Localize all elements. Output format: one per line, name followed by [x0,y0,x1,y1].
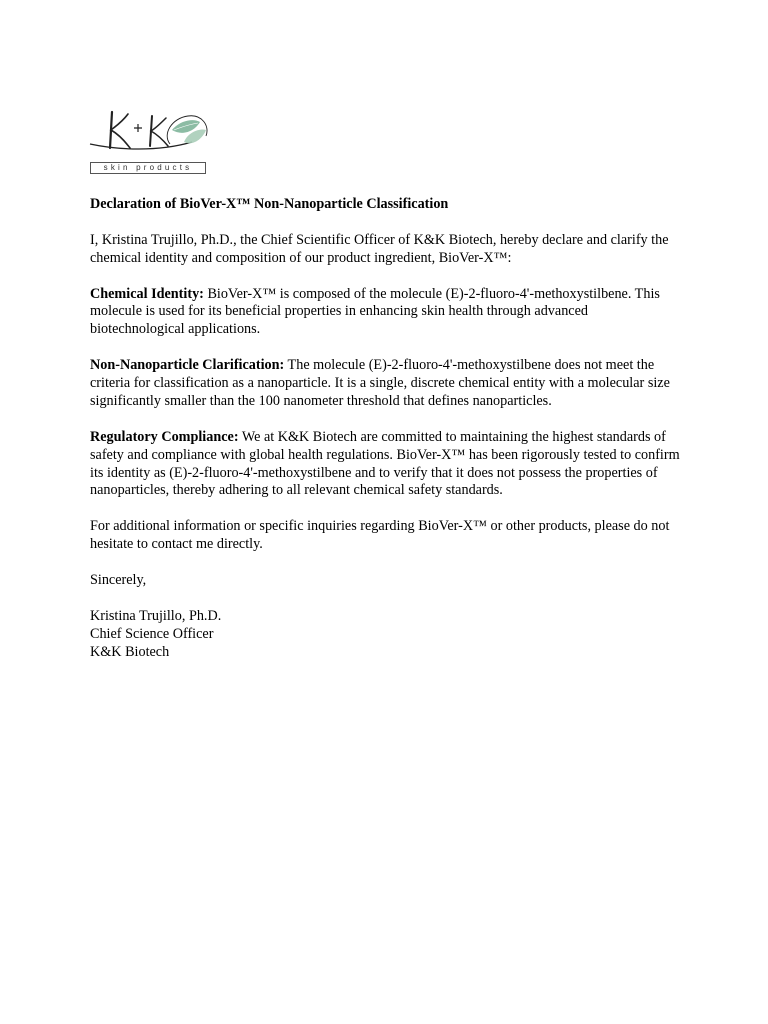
signature-company: K&K Biotech [90,643,170,660]
section-non-nanoparticle [90,357,680,411]
valediction: Sincerely, [90,571,147,588]
logo-mark [88,104,212,162]
signature-block [90,608,680,662]
section-regulatory-compliance [90,429,680,501]
section-text: The molecule (E)-2-fluoro-4'-methoxystilbene does not meet the criteria for classification as a nanoparticle. It is a single, discrete chemical entity with a molecular size significantly smaller than the 100 nanometer threshold that defines nanoparticles. [90,357,670,409]
logo-tagline: skin products [90,162,206,174]
letter-title: Declaration of BioVer-X™ Non-Nanoparticle Classification [90,196,449,212]
section-text: BioVer-X™ is composed of the molecule (E)-2-fluoro-4'-methoxystilbene. This molecule is used for its beneficial properties in enhancing skin health through advanced biotechnological applications. [90,285,660,338]
section-heading: Regulatory Compliance: [90,428,239,445]
section-text: We at K&K Biotech are committed to maintaining the highest standards of safety and compliance with global health regulations. BioVer-X™ has been rigorously tested to confirm its identity as (E)-2-fluoro-4'-methoxystilbene and to verify that it does not possess the properties of nanoparticles, thereby adhering to all relevant chemical safety standards. [90,428,680,499]
section-heading: Non-Nanoparticle Clarification: [90,357,285,374]
section-chemical-identity [90,286,680,340]
letter-body [90,196,680,679]
signature-title: Chief Science Officer [90,625,214,642]
closing-note: For additional information or specific inquiries regarding BioVer-X™ or other products, please do not hesitate to contact me directly. [90,518,670,553]
signature-name: Kristina Trujillo, Ph.D. [90,607,222,624]
company-logo [88,104,212,178]
section-heading: Chemical Identity: [90,285,204,302]
letter-intro: I, Kristina Trujillo, Ph.D., the Chief Scientific Officer of K&K Biotech, hereby declare and clarify the chemical identity and composition of our product ingredient, BioVer-X™: [90,231,669,266]
